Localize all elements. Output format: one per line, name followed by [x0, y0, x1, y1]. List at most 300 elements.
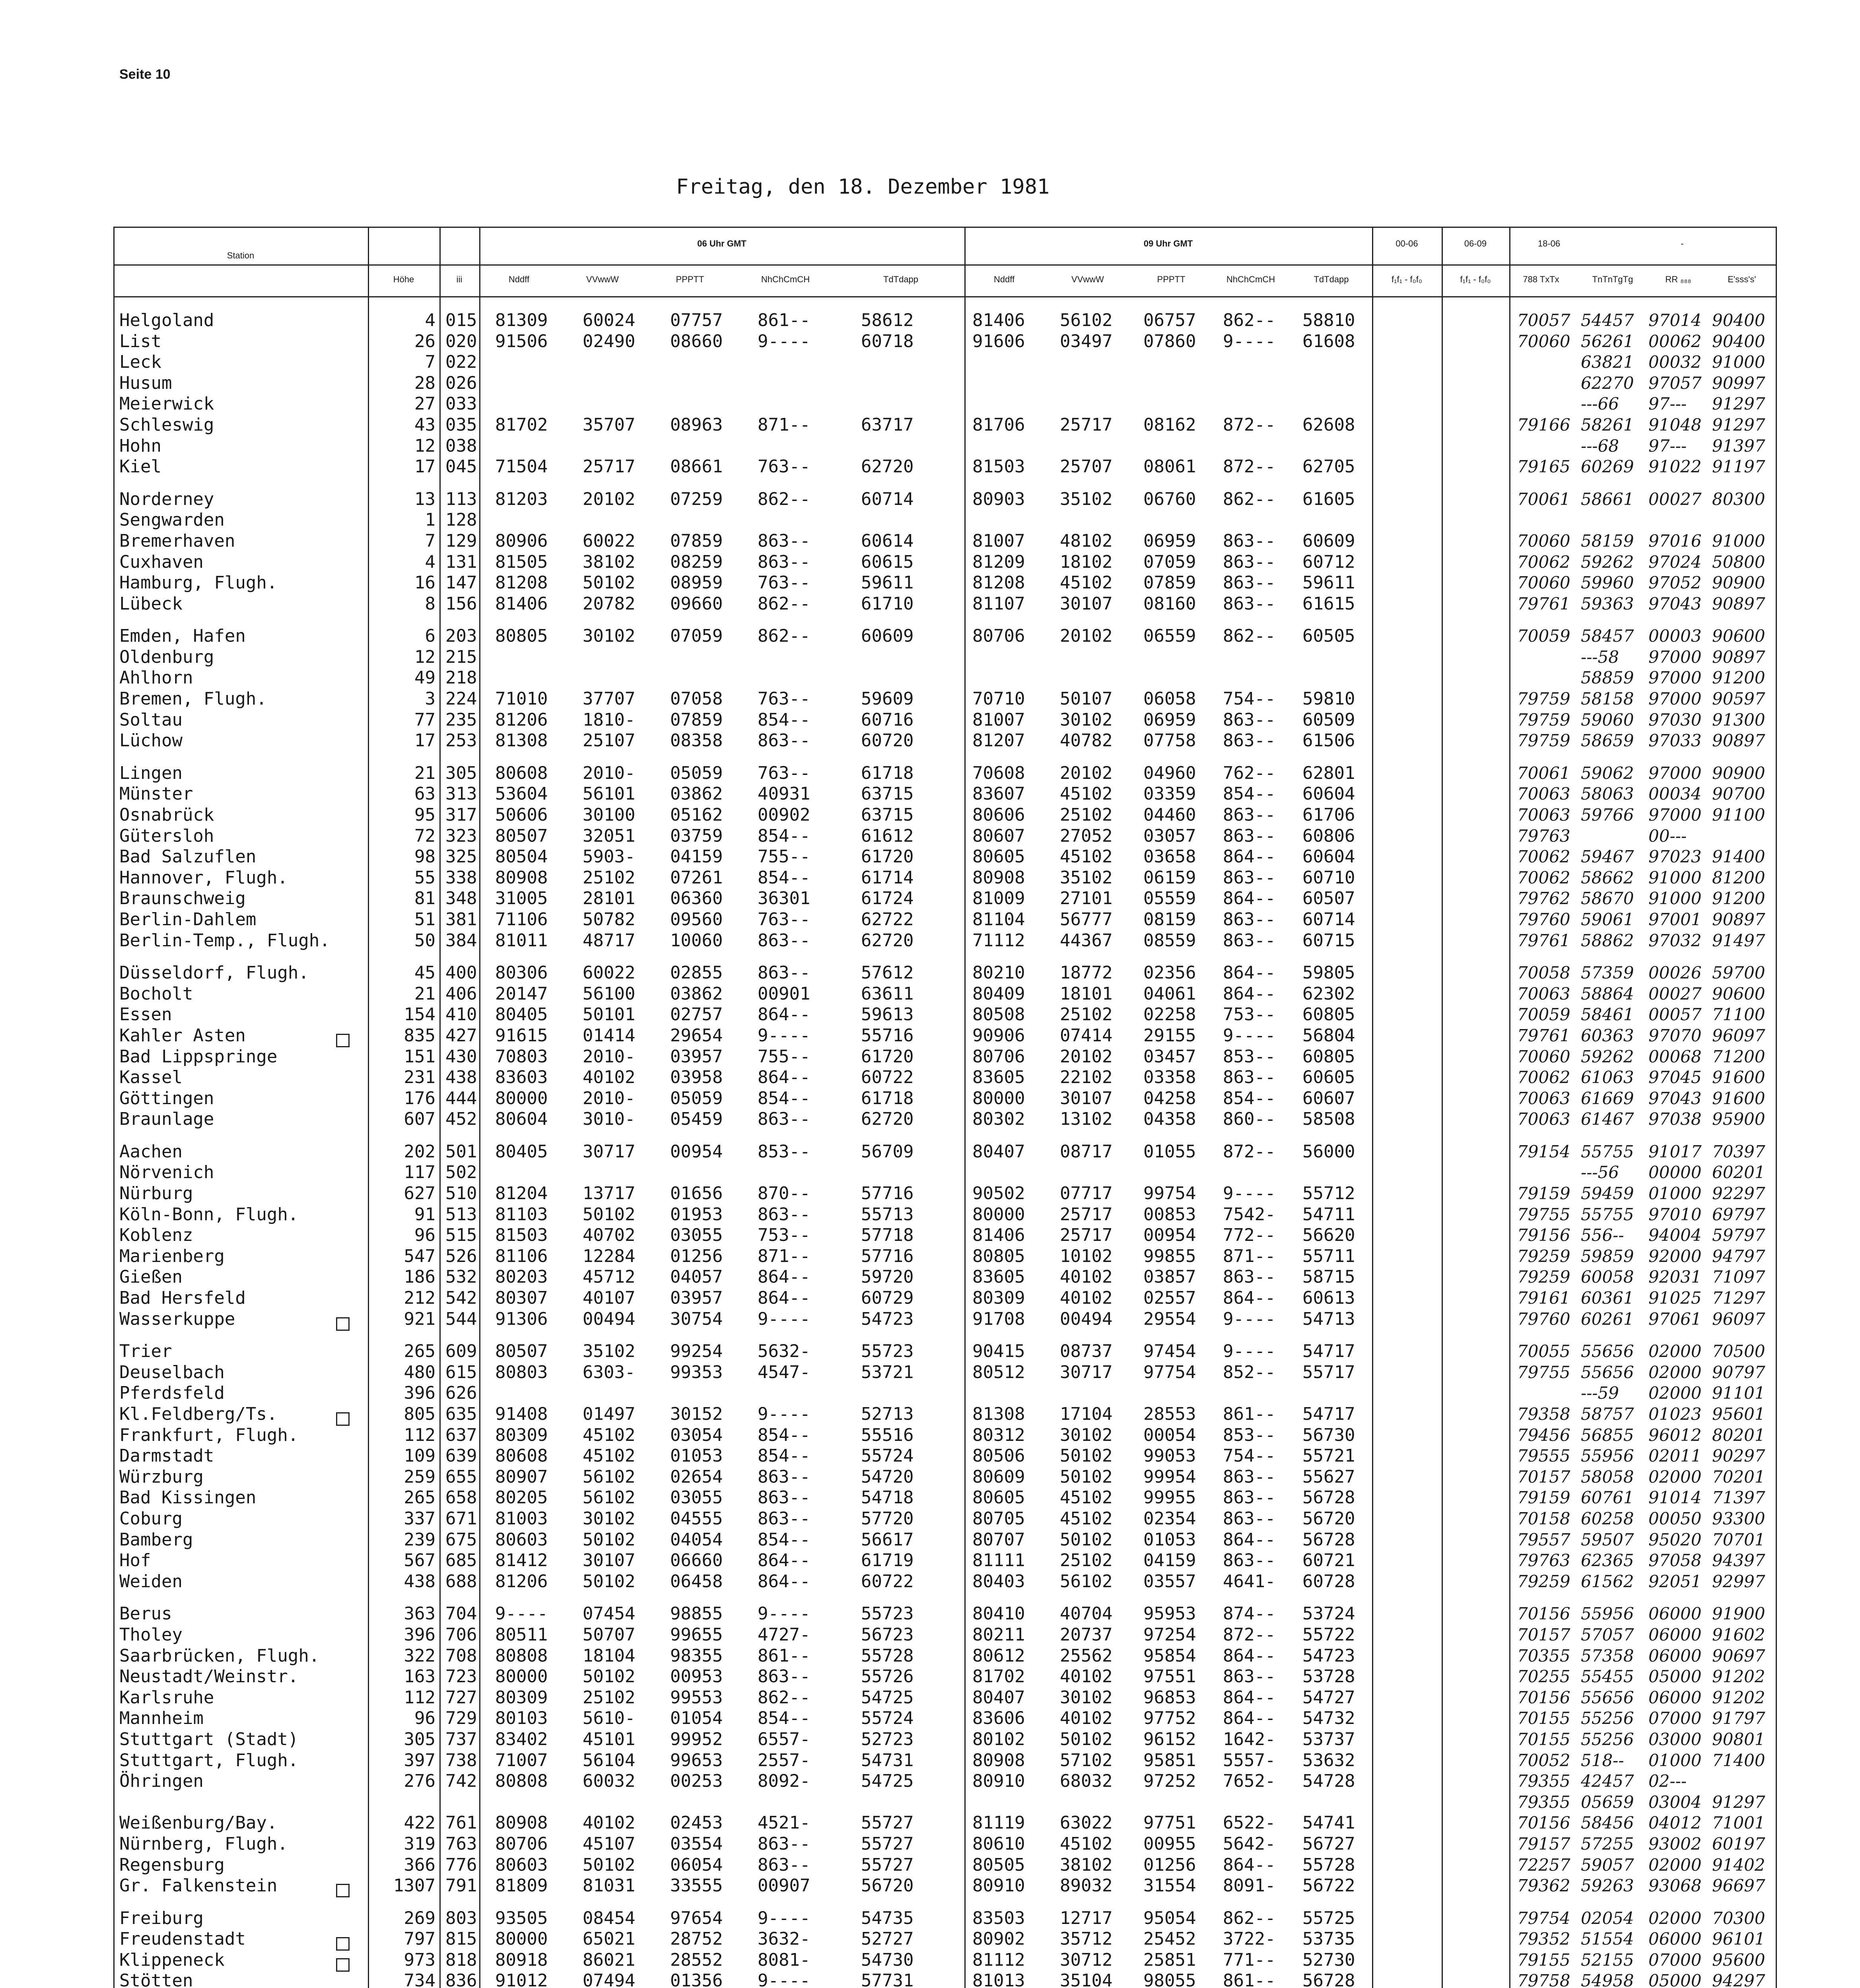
col-788: 79761 [1517, 1025, 1570, 1045]
col-rr: 91017 [1648, 1142, 1702, 1161]
vvwww-09: 56102 [1060, 310, 1113, 330]
nddff-09: 81007 [972, 709, 1025, 730]
table-row [113, 1183, 1776, 1204]
nddff-06: 81503 [495, 1225, 548, 1246]
station-name: Düsseldorf, Flugh. [119, 963, 309, 983]
hoehe: 4 [425, 551, 435, 572]
vvwww-06: 07494 [583, 1971, 636, 1988]
nddff-06: 83402 [495, 1729, 548, 1749]
station-name: Hof [119, 1550, 151, 1571]
table-row [113, 888, 1776, 909]
nhch-09: 6522- [1223, 1813, 1276, 1833]
ppptt-09: 04358 [1143, 1109, 1196, 1130]
col-rr: 00057 [1648, 1005, 1702, 1025]
vvwww-06: 18104 [583, 1645, 636, 1666]
col-esss: 96697 [1712, 1876, 1765, 1896]
col-rr: 00068 [1648, 1046, 1702, 1066]
vvwww-06: 56100 [583, 983, 636, 1004]
tdtd-06: 63717 [861, 415, 914, 435]
vvwww-06: 1810- [583, 709, 636, 730]
nhch-09: 862-- [1223, 626, 1276, 646]
nhch-09: 762-- [1223, 763, 1276, 783]
tdtd-09: 54717 [1302, 1404, 1355, 1424]
nhch-09: 9---- [1223, 1341, 1276, 1362]
station-name: Stuttgart (Stadt) [119, 1729, 299, 1749]
tdtd-06: 54735 [861, 1908, 914, 1928]
vvwww-06: 45107 [583, 1833, 636, 1854]
hoehe: 96 [414, 1708, 435, 1729]
station-id: 444 [445, 1088, 477, 1109]
vvwww-09: 22102 [1060, 1067, 1113, 1088]
station-id: 688 [445, 1571, 477, 1592]
nhch-09: 852-- [1223, 1362, 1276, 1382]
ppptt-06: 01054 [670, 1708, 723, 1729]
table-row [113, 963, 1776, 983]
hoehe: 6 [425, 626, 435, 646]
hoehe: 21 [414, 763, 435, 783]
table-row [113, 1646, 1776, 1666]
nddff-09: 81013 [972, 1971, 1025, 1988]
tdtd-09: 58715 [1302, 1267, 1355, 1287]
hoehe: 26 [414, 331, 435, 351]
col-esss: 59797 [1712, 1225, 1765, 1245]
table-row [113, 1162, 1776, 1183]
nddff-09: 90906 [972, 1025, 1025, 1046]
table-row [113, 1971, 1776, 1988]
table-row [113, 1834, 1776, 1854]
tdtd-06: 55516 [861, 1425, 914, 1445]
tdtd-09: 59810 [1302, 689, 1355, 709]
vvwww-09: 35712 [1060, 1929, 1113, 1949]
hoehe: 547 [404, 1246, 435, 1266]
ppptt-09: 03359 [1143, 784, 1196, 804]
col-rr: 93002 [1648, 1834, 1702, 1854]
vvwww-06: 56104 [583, 1750, 636, 1771]
tdtd-09: 55721 [1302, 1446, 1355, 1466]
nhch-06: 9---- [758, 1025, 810, 1046]
hoehe: 12 [414, 435, 435, 456]
tdtd-09: 60728 [1302, 1571, 1355, 1592]
station-id: 033 [445, 394, 477, 414]
ppptt-06: 02757 [670, 1004, 723, 1025]
table-row [113, 1908, 1776, 1929]
col-tntn: 58757 [1581, 1404, 1634, 1424]
nhch-06: 861-- [758, 1645, 810, 1666]
col-esss: 71397 [1712, 1488, 1765, 1508]
hoehe: 319 [404, 1833, 435, 1854]
ppptt-06: 03957 [670, 1288, 723, 1309]
ppptt-06: 01656 [670, 1183, 723, 1204]
station-name: Köln-Bonn, Flugh. [119, 1204, 299, 1225]
table-row [113, 1855, 1776, 1875]
station-id: 406 [445, 983, 477, 1004]
nddff-09: 80705 [972, 1508, 1025, 1529]
nddff-09: 90502 [972, 1183, 1025, 1204]
ppptt-06: 05059 [670, 1088, 723, 1109]
ppptt-09: 07859 [1143, 573, 1196, 593]
vvwww-06: 30107 [583, 1550, 636, 1571]
nddff-09: 81009 [972, 888, 1025, 909]
nhch-09: 860-- [1223, 1109, 1276, 1130]
vvwww-06: 5903- [583, 846, 636, 867]
vvwww-06: 2010- [583, 763, 636, 783]
ppptt-09: 05559 [1143, 888, 1196, 909]
table-row [113, 1142, 1776, 1162]
header-nhch-06: NhChCmCH [761, 274, 810, 284]
nhch-09: 863-- [1223, 1466, 1276, 1487]
tdtd-06: 55727 [861, 1813, 914, 1833]
ppptt-09: 08559 [1143, 930, 1196, 951]
vvwww-09: 30102 [1060, 709, 1113, 730]
col-tntn: 60261 [1581, 1309, 1634, 1329]
nddff-06: 80808 [495, 1645, 548, 1666]
tdtd-09: 60509 [1302, 709, 1355, 730]
nhch-06: 862-- [758, 489, 810, 509]
nddff-06: 80507 [495, 825, 548, 846]
col-tntn: 59960 [1581, 573, 1634, 593]
col-esss: 94397 [1712, 1551, 1765, 1571]
nddff-09: 80302 [972, 1109, 1025, 1130]
col-tntn: 55256 [1581, 1729, 1634, 1749]
tdtd-09: 60715 [1302, 930, 1355, 951]
station-id: 542 [445, 1288, 477, 1309]
station-id: 738 [445, 1750, 477, 1771]
col-tntn: 55455 [1581, 1667, 1634, 1687]
station-id: 526 [445, 1246, 477, 1266]
tdtd-09: 55725 [1302, 1908, 1355, 1928]
nhch-06: 9---- [758, 1971, 810, 1988]
hoehe: 366 [404, 1854, 435, 1875]
nddff-09: 80706 [972, 1046, 1025, 1067]
table-row [113, 730, 1776, 751]
station-name: Oldenburg [119, 646, 214, 667]
tdtd-06: 55724 [861, 1708, 914, 1729]
header-hoehe: Höhe [393, 274, 414, 284]
table-row [113, 1875, 1776, 1896]
col-rr: 03004 [1648, 1792, 1702, 1812]
station-id: 671 [445, 1508, 477, 1529]
station-id: 015 [445, 310, 477, 330]
tdtd-09: 55627 [1302, 1466, 1355, 1487]
table-row [113, 1288, 1776, 1309]
tdtd-06: 62720 [861, 456, 914, 477]
nddff-09: 80606 [972, 804, 1025, 825]
header-nddff-09: Nddff [993, 274, 1015, 284]
station-name: Regensburg [119, 1854, 225, 1875]
station-name: Berlin-Dahlem [119, 909, 257, 930]
station-name: Aachen [119, 1141, 183, 1162]
nhch-09: 863-- [1223, 709, 1276, 730]
col-788: 79755 [1517, 1204, 1570, 1224]
tdtd-06: 59611 [861, 573, 914, 593]
tdtd-09: 53724 [1302, 1604, 1355, 1624]
tdtd-06: 59613 [861, 1004, 914, 1025]
station-id: 729 [445, 1708, 477, 1729]
table-row [113, 1309, 1776, 1330]
nhch-09: 863-- [1223, 930, 1276, 951]
tdtd-09: 60505 [1302, 626, 1355, 646]
header-nhch-09: NhChCmCH [1226, 274, 1275, 284]
col-tntn: 57359 [1581, 963, 1634, 983]
station-name: Kl.Feldberg/Ts. [119, 1404, 278, 1424]
page-label: Seite 10 [119, 67, 171, 82]
nhch-09: 863-- [1223, 530, 1276, 551]
col-tntn: 58158 [1581, 689, 1634, 709]
tdtd-09: 55728 [1302, 1854, 1355, 1875]
nddff-06: 80908 [495, 1813, 548, 1833]
hoehe: 567 [404, 1550, 435, 1571]
nddff-06: 80309 [495, 1687, 548, 1708]
station-name: Bremen, Flugh. [119, 689, 267, 709]
table-row [113, 1067, 1776, 1088]
tdtd-09: 60805 [1302, 1046, 1355, 1067]
nhch-09: 9---- [1223, 1183, 1276, 1204]
tdtd-06: 60718 [861, 331, 914, 351]
nhch-09: 871-- [1223, 1246, 1276, 1266]
station-id: 113 [445, 489, 477, 509]
vvwww-09: 25717 [1060, 415, 1113, 435]
ppptt-06: 04054 [670, 1529, 723, 1550]
nhch-09: 863-- [1223, 1067, 1276, 1088]
station-name: Berlin-Temp., Flugh. [119, 930, 330, 951]
nddff-06: 80000 [495, 1666, 548, 1687]
station-name: Trier [119, 1341, 172, 1362]
ppptt-06: 07058 [670, 689, 723, 709]
col-788: 70063 [1517, 1088, 1570, 1108]
vvwww-09: 35104 [1060, 1971, 1113, 1988]
ppptt-09: 06760 [1143, 489, 1196, 509]
col-rr: 97023 [1648, 847, 1702, 867]
nhch-06: 2557- [758, 1750, 810, 1771]
col-tntn: 55755 [1581, 1142, 1634, 1161]
tdtd-09: 53632 [1302, 1750, 1355, 1771]
tdtd-09: 52730 [1302, 1949, 1355, 1970]
col-rr: 00062 [1648, 331, 1702, 351]
ppptt-06: 30754 [670, 1309, 723, 1329]
nddff-06: 80706 [495, 1833, 548, 1854]
table-row [113, 436, 1776, 456]
hoehe: 921 [404, 1309, 435, 1329]
nhch-06: 9---- [758, 1404, 810, 1424]
tdtd-09: 60604 [1302, 846, 1355, 867]
nhch-06: 00902 [758, 804, 810, 825]
hoehe: 4 [425, 310, 435, 330]
header-tntn: TnTnTgTg [1592, 274, 1633, 284]
nhch-09: 863-- [1223, 804, 1276, 825]
nddff-06: 80511 [495, 1624, 548, 1645]
tdtd-06: 60614 [861, 530, 914, 551]
hoehe: 422 [404, 1813, 435, 1833]
ppptt-06: 01053 [670, 1446, 723, 1466]
station-id: 510 [445, 1183, 477, 1204]
station-id: 742 [445, 1771, 477, 1792]
ppptt-06: 99653 [670, 1750, 723, 1771]
col-esss: 90600 [1712, 984, 1765, 1004]
station-id: 020 [445, 331, 477, 351]
vvwww-06: 45102 [583, 1425, 636, 1445]
tdtd-09: 61605 [1302, 489, 1355, 509]
tdtd-09: 62705 [1302, 456, 1355, 477]
vvwww-09: 20102 [1060, 626, 1113, 646]
vvwww-06: 2010- [583, 1088, 636, 1109]
col-rr: 97--- [1648, 436, 1687, 456]
nddff-06: 83603 [495, 1067, 548, 1088]
col-tntn: 55656 [1581, 1362, 1634, 1382]
vvwww-06: 50102 [583, 1204, 636, 1225]
col-rr: 00027 [1648, 984, 1702, 1004]
col-788: 70057 [1517, 311, 1570, 330]
vvwww-09: 68032 [1060, 1771, 1113, 1792]
col-tntn: 57358 [1581, 1646, 1634, 1666]
hoehe: 112 [404, 1687, 435, 1708]
ppptt-09: 29554 [1143, 1309, 1196, 1329]
col-esss: 80201 [1712, 1425, 1765, 1445]
nddff-06: 81308 [495, 730, 548, 751]
table-row [113, 310, 1776, 331]
col-788: 70158 [1517, 1508, 1570, 1528]
col-788: 70063 [1517, 984, 1570, 1004]
col-tntn: 55755 [1581, 1204, 1634, 1224]
tdtd-09: 60710 [1302, 867, 1355, 888]
tdtd-09: 56728 [1302, 1487, 1355, 1508]
nddff-09: 83605 [972, 1067, 1025, 1088]
col-rr: 05000 [1648, 1667, 1702, 1687]
station-name: Bad Hersfeld [119, 1288, 246, 1309]
station-name: Lübeck [119, 593, 183, 614]
table-row [113, 1267, 1776, 1287]
col-esss: 91000 [1712, 352, 1765, 372]
nddff-09: 81111 [972, 1550, 1025, 1571]
nddff-06: 80504 [495, 846, 548, 867]
station-id: 737 [445, 1729, 477, 1749]
header-rr: RR ₈₈₈ [1665, 274, 1691, 284]
col-tntn: 62365 [1581, 1551, 1634, 1571]
table-row [113, 1046, 1776, 1067]
table-row [113, 930, 1776, 951]
col-788: 70055 [1517, 1342, 1570, 1361]
ppptt-09: 06757 [1143, 310, 1196, 330]
col-rr: 97043 [1648, 594, 1702, 613]
nddff-06: 70803 [495, 1046, 548, 1067]
tdtd-09: 58810 [1302, 310, 1355, 330]
table-row [113, 552, 1776, 573]
col-788: 70063 [1517, 805, 1570, 825]
vvwww-09: 25102 [1060, 1004, 1113, 1025]
nddff-06: 81011 [495, 930, 548, 951]
col-tntn: 61562 [1581, 1571, 1634, 1591]
table-row [113, 331, 1776, 352]
hoehe: 95 [414, 804, 435, 825]
nhch-06: 862-- [758, 593, 810, 614]
ppptt-09: 99955 [1143, 1487, 1196, 1508]
col-tntn: 59057 [1581, 1855, 1634, 1875]
vvwww-09: 27101 [1060, 888, 1113, 909]
nddff-09: 80605 [972, 1487, 1025, 1508]
vvwww-09: 40102 [1060, 1288, 1113, 1309]
station-name: Bad Lippspringe [119, 1046, 278, 1067]
table-row [113, 1550, 1776, 1571]
col-esss: 91101 [1712, 1383, 1765, 1403]
tdtd-09: 60806 [1302, 825, 1355, 846]
col-tntn: 60363 [1581, 1025, 1634, 1045]
col-788: 79557 [1517, 1530, 1570, 1549]
tdtd-06: 56720 [861, 1875, 914, 1896]
ppptt-09: 95953 [1143, 1604, 1196, 1624]
vvwww-09: 20102 [1060, 1046, 1113, 1067]
col-tntn: 62270 [1581, 373, 1634, 393]
tdtd-09: 54732 [1302, 1708, 1355, 1729]
station-name: Bamberg [119, 1529, 193, 1550]
vvwww-09: 56102 [1060, 1571, 1113, 1592]
table-row [113, 1708, 1776, 1729]
col-rr: 97030 [1648, 710, 1702, 730]
ppptt-09: 03658 [1143, 846, 1196, 867]
vvwww-06: 60022 [583, 530, 636, 551]
nddff-09: 81406 [972, 1225, 1025, 1246]
tdtd-06: 52727 [861, 1929, 914, 1949]
station-name: Norderney [119, 489, 214, 509]
table-row [113, 1729, 1776, 1750]
tdtd-06: 61720 [861, 1046, 914, 1067]
vvwww-09: 13102 [1060, 1109, 1113, 1130]
col-788: 79166 [1517, 415, 1570, 435]
vvwww-06: 40102 [583, 1813, 636, 1833]
vvwww-06: 30717 [583, 1141, 636, 1162]
tdtd-06: 61720 [861, 846, 914, 867]
tdtd-06: 60722 [861, 1571, 914, 1592]
col-tntn: 55656 [1581, 1687, 1634, 1707]
nddff-06: 81809 [495, 1875, 548, 1896]
hoehe: 973 [404, 1949, 435, 1970]
col-788: 79165 [1517, 457, 1570, 477]
header-iii: iii [456, 274, 463, 284]
vvwww-06: 20102 [583, 489, 636, 509]
vvwww-09: 63022 [1060, 1813, 1113, 1833]
vvwww-06: 02490 [583, 331, 636, 351]
ppptt-09: 96853 [1143, 1687, 1196, 1708]
ppptt-06: 03055 [670, 1487, 723, 1508]
nhch-09: 753-- [1223, 1004, 1276, 1025]
hoehe: 396 [404, 1383, 435, 1404]
station-name: Emden, Hafen [119, 626, 246, 646]
col-rr: 97000 [1648, 647, 1702, 667]
ppptt-06: 03957 [670, 1046, 723, 1067]
station-id: 147 [445, 573, 477, 593]
col-rr: 97038 [1648, 1109, 1702, 1129]
nddff-09: 80102 [972, 1729, 1025, 1749]
tdtd-06: 56723 [861, 1624, 914, 1645]
ppptt-09: 95854 [1143, 1645, 1196, 1666]
col-tntn: 63821 [1581, 352, 1634, 372]
nddff-09: 81503 [972, 456, 1025, 477]
nhch-06: 9---- [758, 331, 810, 351]
hoehe: 239 [404, 1529, 435, 1550]
station-name: Coburg [119, 1508, 183, 1529]
col-esss: 96101 [1712, 1929, 1765, 1949]
nddff-06: 80306 [495, 963, 548, 983]
nhch-06: 871-- [758, 1246, 810, 1266]
col-tntn: 58457 [1581, 626, 1634, 646]
tdtd-09: 54728 [1302, 1771, 1355, 1792]
tdtd-06: 61718 [861, 763, 914, 783]
ppptt-09: 03457 [1143, 1046, 1196, 1067]
nhch-06: 864-- [758, 1004, 810, 1025]
ppptt-09: 02557 [1143, 1288, 1196, 1309]
station-name: Freudenstadt [119, 1929, 246, 1949]
vvwww-09: 30717 [1060, 1362, 1113, 1382]
col-esss: 70500 [1712, 1342, 1765, 1361]
tdtd-06: 59609 [861, 689, 914, 709]
